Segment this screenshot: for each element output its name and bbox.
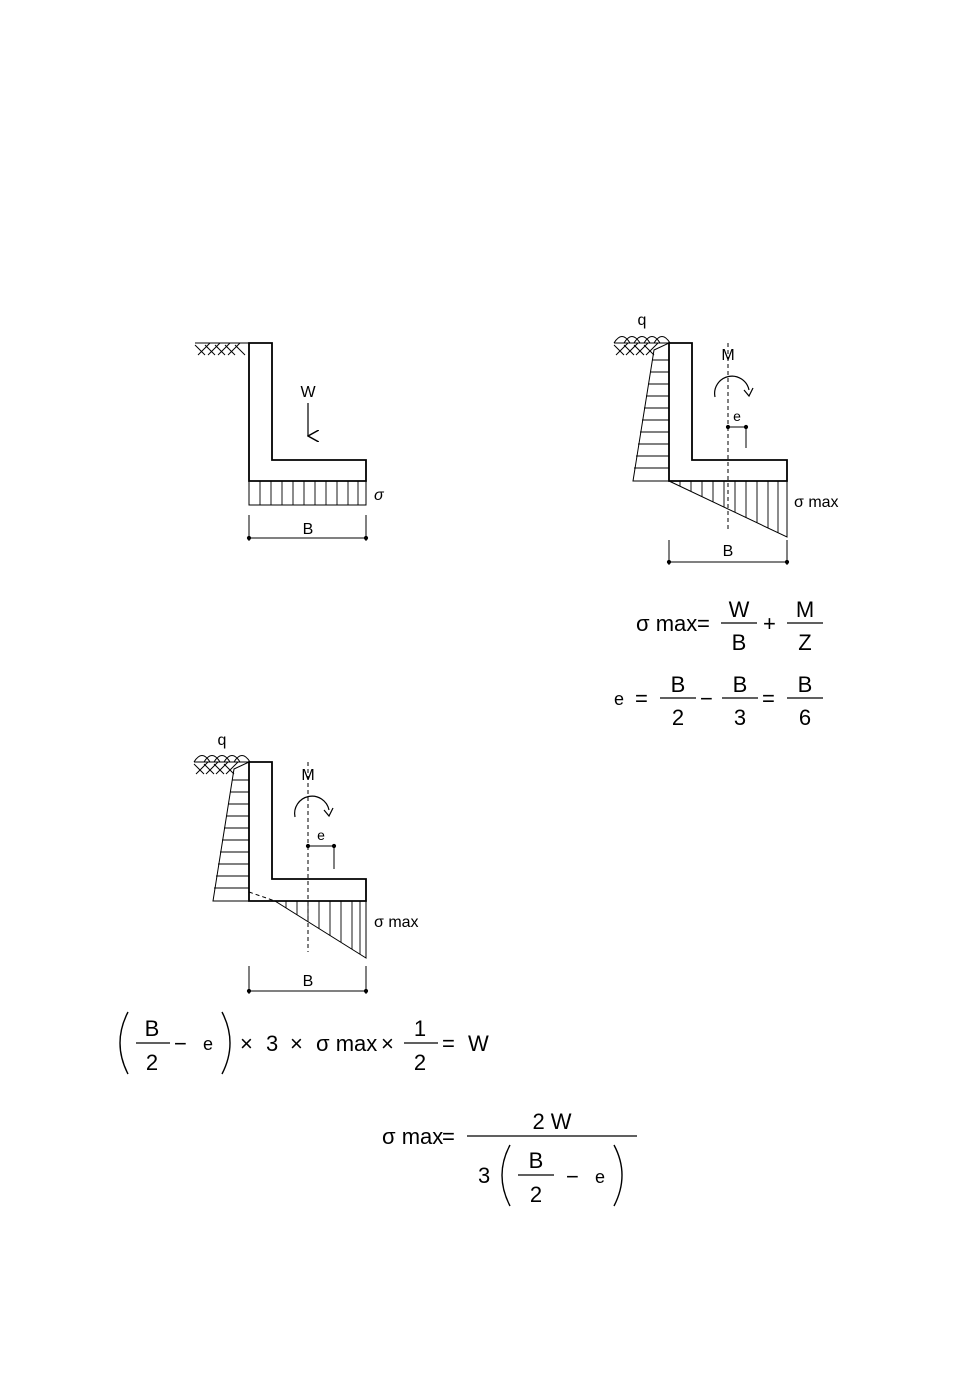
load-label: W bbox=[300, 384, 316, 401]
formula1-lhs: σ max bbox=[636, 611, 698, 636]
formula3-e: e bbox=[203, 1034, 214, 1054]
formula4-lhs: σ max bbox=[382, 1124, 444, 1149]
formula3-minus: − bbox=[174, 1031, 187, 1056]
earth-pressure-triangle bbox=[633, 343, 669, 481]
eccentricity-label: e bbox=[317, 827, 325, 843]
formula4-inner-den: 2 bbox=[529, 1182, 543, 1207]
surcharge-label: q bbox=[217, 732, 227, 749]
eccentricity-label: e bbox=[733, 408, 741, 424]
diagram-3-triangular-pressure bbox=[194, 732, 419, 994]
formula4-paren-open bbox=[502, 1145, 510, 1206]
formula1-f1-num: W bbox=[728, 597, 750, 622]
formula3-f1-num: B bbox=[144, 1016, 160, 1041]
formula3-f2-den: 2 bbox=[413, 1050, 427, 1075]
formula2-f3-num: B bbox=[797, 672, 813, 697]
formula3-times1: × bbox=[240, 1031, 253, 1056]
formula-force-balance bbox=[120, 1012, 489, 1075]
max-pressure-label: σ max bbox=[794, 494, 839, 511]
formula2-minus: − bbox=[700, 686, 713, 711]
formula1-f1-den: B bbox=[731, 630, 747, 655]
earth-pressure-hatch bbox=[634, 360, 669, 468]
extrapolated-line bbox=[249, 892, 275, 901]
pressure-label: σ bbox=[374, 487, 384, 504]
formula3-paren-open bbox=[120, 1012, 128, 1074]
formula4-eq: = bbox=[442, 1124, 455, 1149]
moment-label: M bbox=[721, 347, 735, 364]
formula2-eq2: = bbox=[762, 686, 775, 711]
pressure-hatch bbox=[260, 481, 358, 505]
formula-sigma-max-moment bbox=[636, 597, 823, 655]
formula2-eq1: = bbox=[635, 686, 648, 711]
ground-hatch bbox=[194, 762, 249, 774]
formula4-den-coef: 3 bbox=[478, 1163, 491, 1188]
moment-arc bbox=[715, 376, 749, 397]
formula2-f2-num: B bbox=[732, 672, 748, 697]
formula4-inner-num: B bbox=[528, 1148, 544, 1173]
formula3-times2: × bbox=[290, 1031, 303, 1056]
formula1-eq: = bbox=[697, 611, 710, 636]
formula3-eq: = bbox=[442, 1031, 455, 1056]
formula2-lhs: e bbox=[614, 689, 625, 709]
max-pressure-label: σ max bbox=[374, 914, 419, 931]
formula3-paren-close bbox=[222, 1012, 230, 1074]
formula-sigma-max-result bbox=[382, 1109, 637, 1207]
surcharge-loops bbox=[194, 756, 250, 763]
eccentricity-marker bbox=[306, 844, 335, 869]
formula3-f2-num: 1 bbox=[413, 1016, 427, 1041]
moment-arc bbox=[295, 796, 329, 817]
formula1-f2-den: Z bbox=[798, 630, 812, 655]
formula-eccentricity bbox=[614, 672, 823, 730]
formula2-f1-num: B bbox=[670, 672, 686, 697]
formula2-f3-den: 6 bbox=[798, 705, 812, 730]
eccentricity-marker bbox=[726, 425, 747, 448]
formula3-three: 3 bbox=[266, 1031, 279, 1056]
formula2-f1-den: 2 bbox=[671, 705, 685, 730]
formula4-paren-close bbox=[614, 1145, 622, 1206]
formula3-f1-den: 2 bbox=[145, 1050, 159, 1075]
surcharge-label: q bbox=[637, 312, 647, 329]
diagram-1-uniform-pressure bbox=[195, 343, 385, 541]
formula4-num: 2 W bbox=[532, 1109, 572, 1134]
ground-hatch bbox=[614, 343, 669, 355]
surcharge-loops bbox=[614, 337, 670, 344]
formula1-plus: + bbox=[763, 611, 776, 636]
formula4-minus: − bbox=[566, 1164, 579, 1189]
formula3-sigma: σ max bbox=[316, 1031, 378, 1056]
formula2-f2-den: 3 bbox=[733, 705, 747, 730]
width-label: B bbox=[302, 973, 314, 990]
formula1-f2-num: M bbox=[795, 597, 815, 622]
moment-label: M bbox=[301, 767, 315, 784]
formula3-times3: × bbox=[381, 1031, 394, 1056]
ground-hatch bbox=[195, 343, 249, 355]
width-label: B bbox=[302, 521, 314, 538]
width-label: B bbox=[722, 543, 734, 560]
formula3-rhs: W bbox=[468, 1031, 489, 1056]
diagram-2-trapezoidal-pressure bbox=[614, 312, 839, 565]
earth-pressure-hatch bbox=[214, 780, 249, 888]
uniform-pressure-block bbox=[249, 481, 366, 505]
base-pressure-hatch bbox=[286, 901, 360, 954]
formula4-e: e bbox=[595, 1167, 606, 1187]
earth-pressure-triangle bbox=[213, 762, 249, 901]
